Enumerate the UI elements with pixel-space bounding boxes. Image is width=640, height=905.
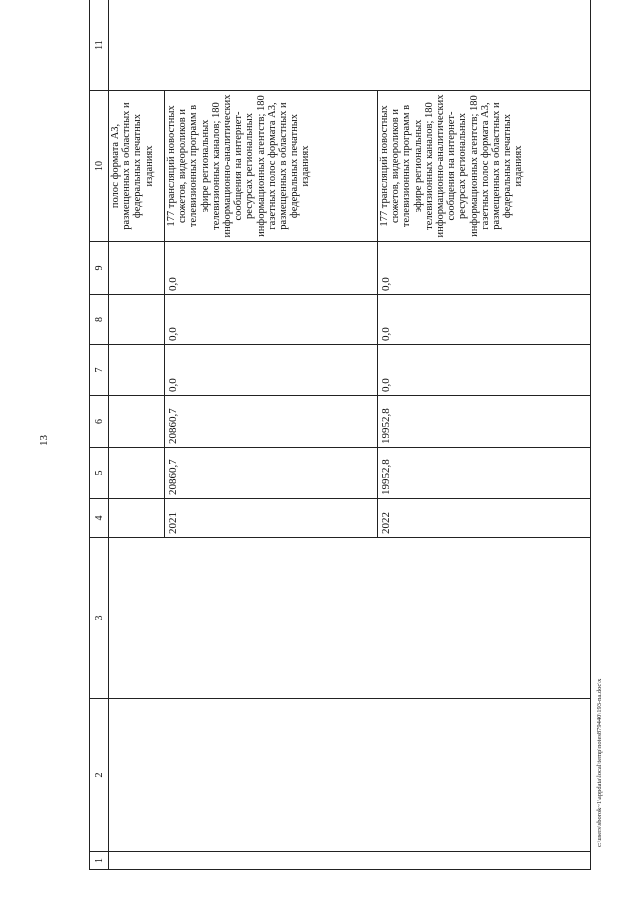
col-header-9: 9 <box>90 242 109 295</box>
year-value: 2022 <box>380 512 392 534</box>
cell-col2 <box>109 699 591 852</box>
carryover-row <box>109 0 165 870</box>
carryover-text: полос формата А3, размещенных в областных и федеральных печатных изданиях <box>110 102 155 230</box>
footer-file-path: c:\users\sborok~1\appdata\local\temp\notes879440\193-na.doc\x <box>596 678 603 847</box>
year-cell <box>378 499 591 538</box>
col-header-11: 11 <box>90 0 109 91</box>
col-header-10: 10 <box>90 91 109 242</box>
page-number: 13 <box>38 435 50 446</box>
col-header-6: 6 <box>90 396 109 448</box>
col7-value: 0,0 <box>167 378 179 392</box>
rotated-table-sheet <box>89 0 590 870</box>
col-header-7: 7 <box>90 345 109 396</box>
column-number-row <box>90 0 109 870</box>
description-text: 177 трансляций новостных сюжетов, видеороликов и телевизионных программ в эфире региональных телевизионных каналов; 180 информационно-аналитических сообщения на интернет-ресурсах региональных информационных агентств; 180 газетных полос формата А3, размещенных в областных и федеральных печатных изданиях <box>166 94 312 238</box>
cell-col7 <box>109 345 165 396</box>
col-header-5: 5 <box>90 448 109 499</box>
value-cell <box>378 396 591 448</box>
col7-value: 0,0 <box>380 378 392 392</box>
carryover-text-cell <box>109 91 165 242</box>
col-header-2: 2 <box>90 699 109 852</box>
cell-col6 <box>109 396 165 448</box>
budget-table <box>89 0 591 870</box>
col-header-3: 3 <box>90 538 109 699</box>
description-cell <box>378 91 591 242</box>
value-cell <box>165 448 378 499</box>
col9-value: 0,0 <box>167 277 179 291</box>
cell-col9 <box>109 242 165 295</box>
description-text: 177 трансляций новостных сюжетов, видеороликов и телевизионных программ в эфире региональных телевизионных каналов; 180 информационно-аналитических сообщения на интернет-ресурсах региональных информационных агентств; 180 газетных полос формата А3, размещенных в областных и федеральных печатных изданиях <box>379 94 525 238</box>
col6-value: 19952,8 <box>380 408 392 444</box>
cell-col8 <box>109 295 165 345</box>
value-cell <box>378 295 591 345</box>
value-cell <box>165 396 378 448</box>
year-cell <box>165 499 378 538</box>
col6-value: 20860,7 <box>167 408 179 444</box>
year-value: 2021 <box>167 512 179 534</box>
value-cell <box>378 448 591 499</box>
col8-value: 0,0 <box>380 327 392 341</box>
description-cell <box>165 91 378 242</box>
value-cell <box>165 295 378 345</box>
cell-col5 <box>109 448 165 499</box>
col8-value: 0,0 <box>167 327 179 341</box>
col-header-1: 1 <box>90 852 109 870</box>
value-cell <box>165 242 378 295</box>
col-header-8: 8 <box>90 295 109 345</box>
value-cell <box>378 345 591 396</box>
value-cell <box>165 345 378 396</box>
cell-col1 <box>109 852 591 870</box>
cell-col3 <box>109 538 591 699</box>
cell-col11 <box>109 0 591 91</box>
col5-value: 19952,8 <box>380 459 392 495</box>
cell-col4 <box>109 499 165 538</box>
col9-value: 0,0 <box>380 277 392 291</box>
col-header-4: 4 <box>90 499 109 538</box>
col5-value: 20860,7 <box>167 459 179 495</box>
value-cell <box>378 242 591 295</box>
